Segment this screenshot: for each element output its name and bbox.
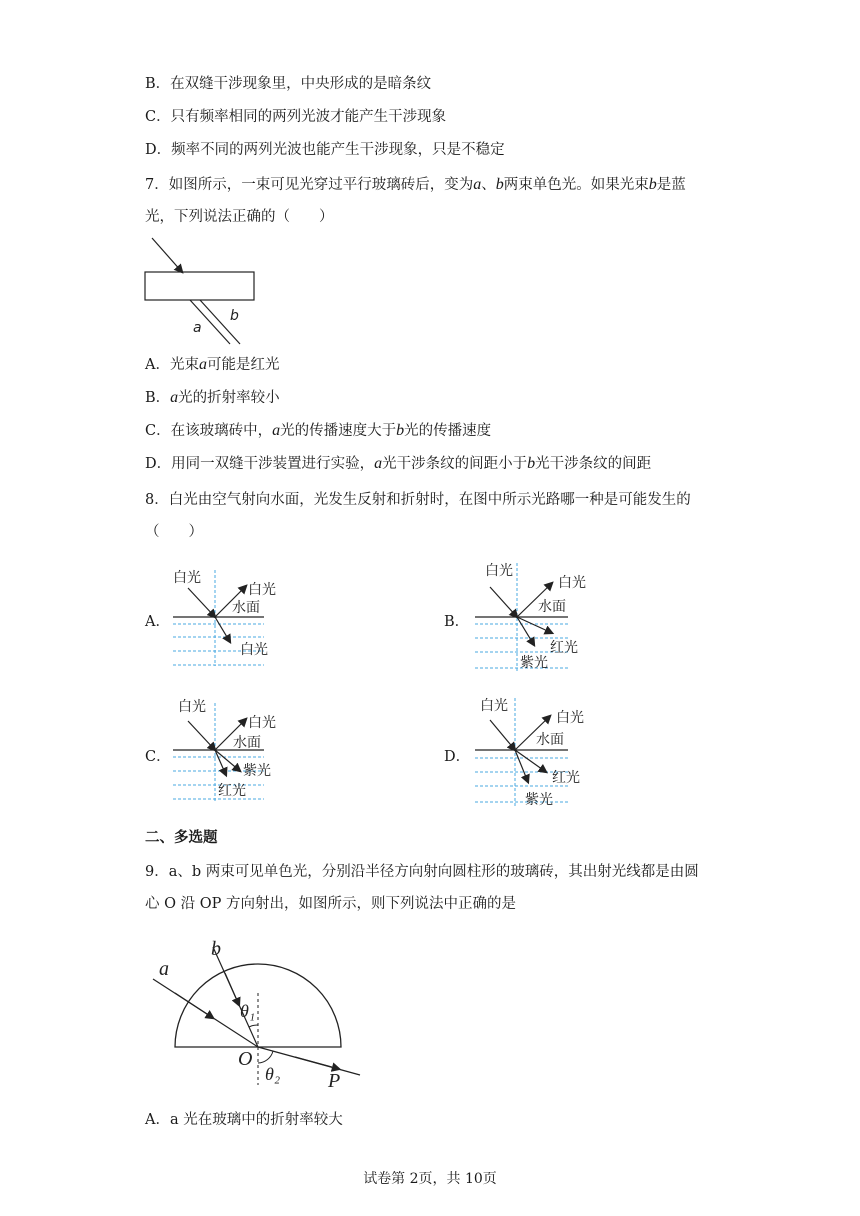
q8-stem-line1: 8．白光由空气射向水面，光发生反射和折射时，在图中所示光路哪一种是可能发生的 (145, 492, 691, 508)
q8-option-c-label: C． (145, 749, 171, 765)
svg-text:白光: 白光 (558, 575, 586, 591)
svg-text:b: b (211, 938, 221, 960)
q8-option-b-label: B． (444, 614, 470, 630)
label-white-refract: 白光 (240, 642, 268, 658)
q9-stem-line1: 9．a、b 两束可见单色光，分别沿半径方向射向圆柱形的玻璃砖，其出射光线都是由圆 (145, 864, 699, 880)
label-water: 水面 (232, 600, 260, 616)
svg-text:红光: 红光 (550, 640, 578, 656)
label-white-reflect: 白光 (248, 582, 276, 598)
svg-text:θ₂: θ₂ (265, 1064, 281, 1084)
fig-label-b: b (230, 308, 239, 324)
svg-text:白光: 白光 (556, 710, 584, 726)
fig-label-a: a (193, 320, 202, 336)
q7-stem-line2: 光，下列说法正确的（ ） (145, 209, 334, 225)
svg-text:白光: 白光 (480, 698, 508, 714)
q7-option-d: D．用同一双缝干涉装置进行实验，a光干涉条纹的间距小于b光干涉条纹的间距 (145, 455, 652, 472)
q7-option-c: C．在该玻璃砖中，a光的传播速度大于b光的传播速度 (145, 422, 492, 439)
q9-stem-line2: 心 O 沿 OP 方向射出，如图所示，则下列说法中正确的是 (145, 896, 516, 912)
option-d-text: D．频率不同的两列光波也能产生干涉现象，只是不稳定 (145, 142, 505, 158)
section-heading: 二、多选题 (145, 829, 218, 846)
svg-text:紫光: 紫光 (243, 763, 271, 779)
incident-ray (152, 238, 182, 272)
svg-text:红光: 红光 (218, 783, 246, 799)
label-white-in: 白光 (173, 570, 201, 586)
svg-text:水面: 水面 (536, 732, 564, 748)
q7-option-a: A．光束a可能是红光 (145, 356, 280, 373)
svg-text:P: P (328, 1070, 341, 1090)
glass-block (145, 272, 254, 300)
option-c-text: C．只有频率相同的两列光波才能产生干涉现象 (145, 109, 447, 125)
q7-stem-line1: 7．如图所示，一束可见光穿过平行玻璃砖后，变为a、b两束单色光。如果光束b是蓝 (145, 176, 686, 193)
svg-text:水面: 水面 (233, 735, 261, 751)
q8-figure-a (168, 562, 288, 672)
svg-text:紫光: 紫光 (520, 655, 548, 671)
svg-text:紫光: 紫光 (525, 792, 553, 808)
q9-semicircle-figure (145, 935, 370, 1090)
q8-stem-line2: （ ） (145, 524, 203, 540)
q8-figure-c (168, 695, 288, 807)
q7-option-b: B．a光的折射率较小 (145, 389, 280, 406)
svg-text:白光: 白光 (485, 563, 513, 579)
svg-text:白光: 白光 (248, 715, 276, 731)
q8-option-a-label: A． (145, 614, 170, 630)
svg-text:水面: 水面 (538, 599, 566, 615)
page-footer: 试卷第 2页，共 10页 (363, 1171, 497, 1187)
q7-glass-block-figure (140, 232, 270, 350)
q9-option-a: A．a 光在玻璃中的折射率较大 (145, 1112, 343, 1128)
option-b-text: B．在双缝干涉现象里，中央形成的是暗条纹 (145, 76, 432, 92)
q8-option-d-label: D． (444, 749, 471, 765)
svg-text:θ₁: θ₁ (240, 1001, 256, 1021)
q8-figure-b (470, 555, 600, 675)
svg-text:a: a (159, 958, 169, 980)
svg-text:白光: 白光 (178, 699, 206, 715)
q8-figure-d (470, 690, 600, 812)
svg-text:红光: 红光 (552, 770, 580, 786)
svg-text:O: O (238, 1048, 253, 1070)
